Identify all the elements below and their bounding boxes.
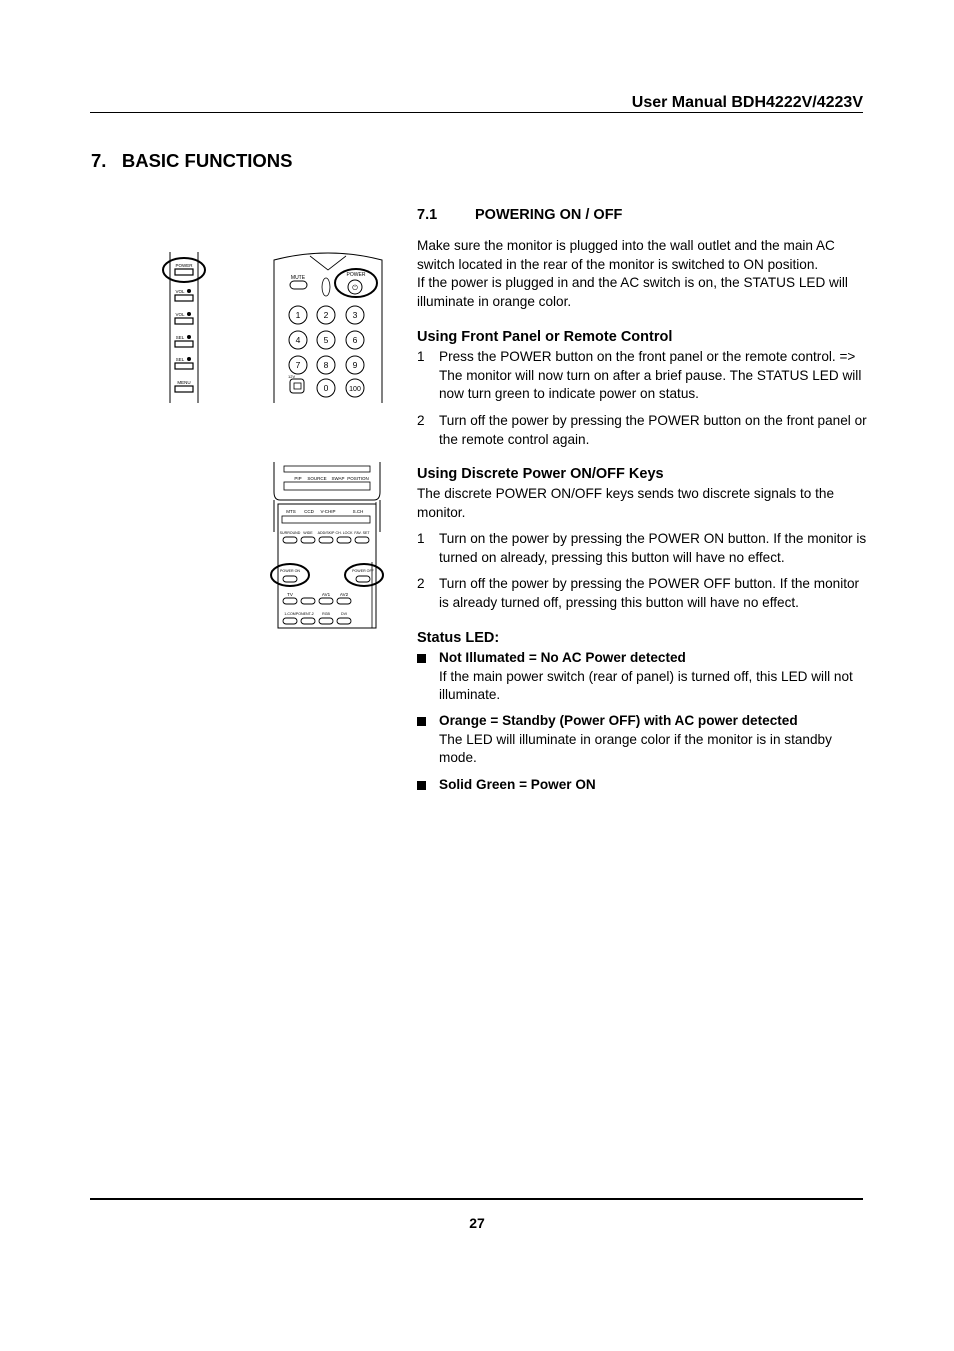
panel-label-sel-down: SEL xyxy=(175,335,185,340)
bullet-title: Solid Green = Power ON xyxy=(439,777,596,792)
section-title xyxy=(91,150,292,172)
highlight-circle xyxy=(345,564,383,586)
item-number: 1 xyxy=(417,531,425,546)
header-title: User Manual BDH4222V/4223V xyxy=(631,94,863,111)
remote-sch-label: S.CH xyxy=(352,509,364,514)
section-number: 7. xyxy=(91,150,107,171)
front-panel-power-button xyxy=(175,263,193,275)
remote-key-label: 5 xyxy=(323,335,329,345)
item-number: 2 xyxy=(417,413,425,428)
remote-key-label: 8 xyxy=(323,360,329,370)
remote-mts-label: MTS xyxy=(286,509,296,514)
status-bullet-1 xyxy=(417,649,867,705)
bullet-title: Not Illumated = No AC Power detected xyxy=(439,650,686,665)
item-text: Turn on the power by pressing the POWER ON button. If the monitor is turned on already, pressing this button will have no effect. xyxy=(439,531,867,565)
subsection-number: 7.1 xyxy=(417,207,438,223)
remote-ccd-label: CCD xyxy=(304,509,314,514)
remote-mute-label: MUTE xyxy=(290,275,306,281)
item-number: 1 xyxy=(417,349,425,364)
panel-label-menu: MENU xyxy=(177,380,191,385)
panel-label-sel-up: SEL xyxy=(175,357,185,362)
discrete-item-2 xyxy=(417,575,867,612)
remote-rgb-label: RGB xyxy=(322,612,330,616)
remote-source-label: SOURCE xyxy=(307,476,327,481)
remote-power-on-button xyxy=(283,576,297,582)
remote-bottom-figure xyxy=(268,462,388,630)
remote-tv-label: TV xyxy=(287,592,293,597)
remote-vchip-label: V-CHIP xyxy=(320,509,336,514)
item-number: 2 xyxy=(417,576,425,591)
remote-power-off-button xyxy=(356,576,370,582)
section-title-text: BASIC FUNCTIONS xyxy=(121,150,293,171)
remote-key-label: 0 xyxy=(323,383,329,393)
front-panel-item-2 xyxy=(417,412,867,449)
bullet-desc: If the main power switch (rear of panel) is turned off, this LED will not illuminate. xyxy=(439,668,853,702)
bullet-square-icon xyxy=(417,717,426,726)
header-rule xyxy=(90,112,863,113)
svg-text:⏻: ⏻ xyxy=(352,285,358,292)
intro-line-2: If the power is plugged in and the AC switch is on, the STATUS LED will illuminate in orange color. xyxy=(417,275,848,309)
remote-key-label: 1 xyxy=(295,310,301,320)
status-led-heading: Status LED: xyxy=(417,630,500,646)
panel-label-power: POWER xyxy=(175,263,193,268)
remote-key-label: 7 xyxy=(295,360,301,370)
highlight-circle xyxy=(271,564,309,586)
bullet-title: Orange = Standby (Power OFF) with AC power detected xyxy=(439,713,798,728)
intro-line-1: Make sure the monitor is plugged into the wall outlet and the main AC switch located in the rear of the monitor is switched to ON position. xyxy=(417,238,835,272)
status-bullet-3 xyxy=(417,776,867,795)
item-text: Turn off the power by pressing the POWER button on the front panel or the remote control again. xyxy=(439,413,867,447)
remote-component-label: 1-COMPONENT-2 xyxy=(284,612,314,616)
item-text: Turn off the power by pressing the POWER OFF button. If the monitor is already turned off, pressing this button will have no effect. xyxy=(439,576,860,610)
discrete-intro: The discrete POWER ON/OFF keys sends two discrete signals to the monitor. xyxy=(417,486,835,520)
remote-key-label: 3 xyxy=(352,310,358,320)
remote-av2-label: AV2 xyxy=(339,592,349,597)
remote-power-on-label: POWER ON xyxy=(280,569,300,573)
remote-dvi-label: DVI xyxy=(341,612,347,616)
subsection-title-text: POWERING ON / OFF xyxy=(475,207,623,223)
remote-wide-label: WIDE xyxy=(303,531,313,535)
subsection-title xyxy=(417,207,622,223)
remote-chlock-label: CH. LOCK xyxy=(335,531,353,535)
svg-text:12V: 12V xyxy=(288,374,296,379)
discrete-heading: Using Discrete Power ON/OFF Keys xyxy=(417,466,664,482)
bullet-desc: The LED will illuminate in orange color if the monitor is in standby mode. xyxy=(439,731,832,765)
remote-power-label: POWER xyxy=(346,272,366,278)
remote-key-label: 100 xyxy=(349,386,361,393)
remote-av1-label: AV1 xyxy=(321,592,331,597)
panel-label-vol-up: VOL xyxy=(175,312,185,317)
item-text: Press the POWER button on the front panel or the remote control. => The monitor will now turn on after a brief pause. The STATUS LED will now turn green to indicate power on status. xyxy=(439,349,862,401)
intro-paragraph xyxy=(417,237,867,311)
panel-label-vol-down: VOL xyxy=(175,289,185,294)
remote-position-label: POSITION xyxy=(347,476,369,481)
front-panel-heading: Using Front Panel or Remote Control xyxy=(417,329,673,345)
remote-favset-label: FAV. SET xyxy=(354,531,370,535)
status-bullet-2 xyxy=(417,712,867,768)
remote-power-off-label: POWER OFF xyxy=(352,569,374,573)
page-number: 27 xyxy=(469,1215,485,1231)
front-panel-item-1 xyxy=(417,348,867,404)
front-panel-figure xyxy=(160,250,210,405)
footer-rule xyxy=(90,1198,863,1200)
remote-key-label: 6 xyxy=(352,335,358,345)
bullet-square-icon xyxy=(417,781,426,790)
remote-key-label: 4 xyxy=(295,335,301,345)
discrete-item-1 xyxy=(417,530,867,567)
bullet-square-icon xyxy=(417,654,426,663)
remote-surround-label: SURROUND xyxy=(279,531,301,535)
remote-top-figure xyxy=(268,250,388,405)
remote-key-label: 2 xyxy=(323,310,329,320)
remote-pip-label: PIP xyxy=(294,476,302,481)
remote-key-label: 9 xyxy=(352,360,358,370)
remote-swap-label: SWAP xyxy=(331,476,345,481)
remote-addskip-label: ADD/SKIP xyxy=(317,531,335,535)
